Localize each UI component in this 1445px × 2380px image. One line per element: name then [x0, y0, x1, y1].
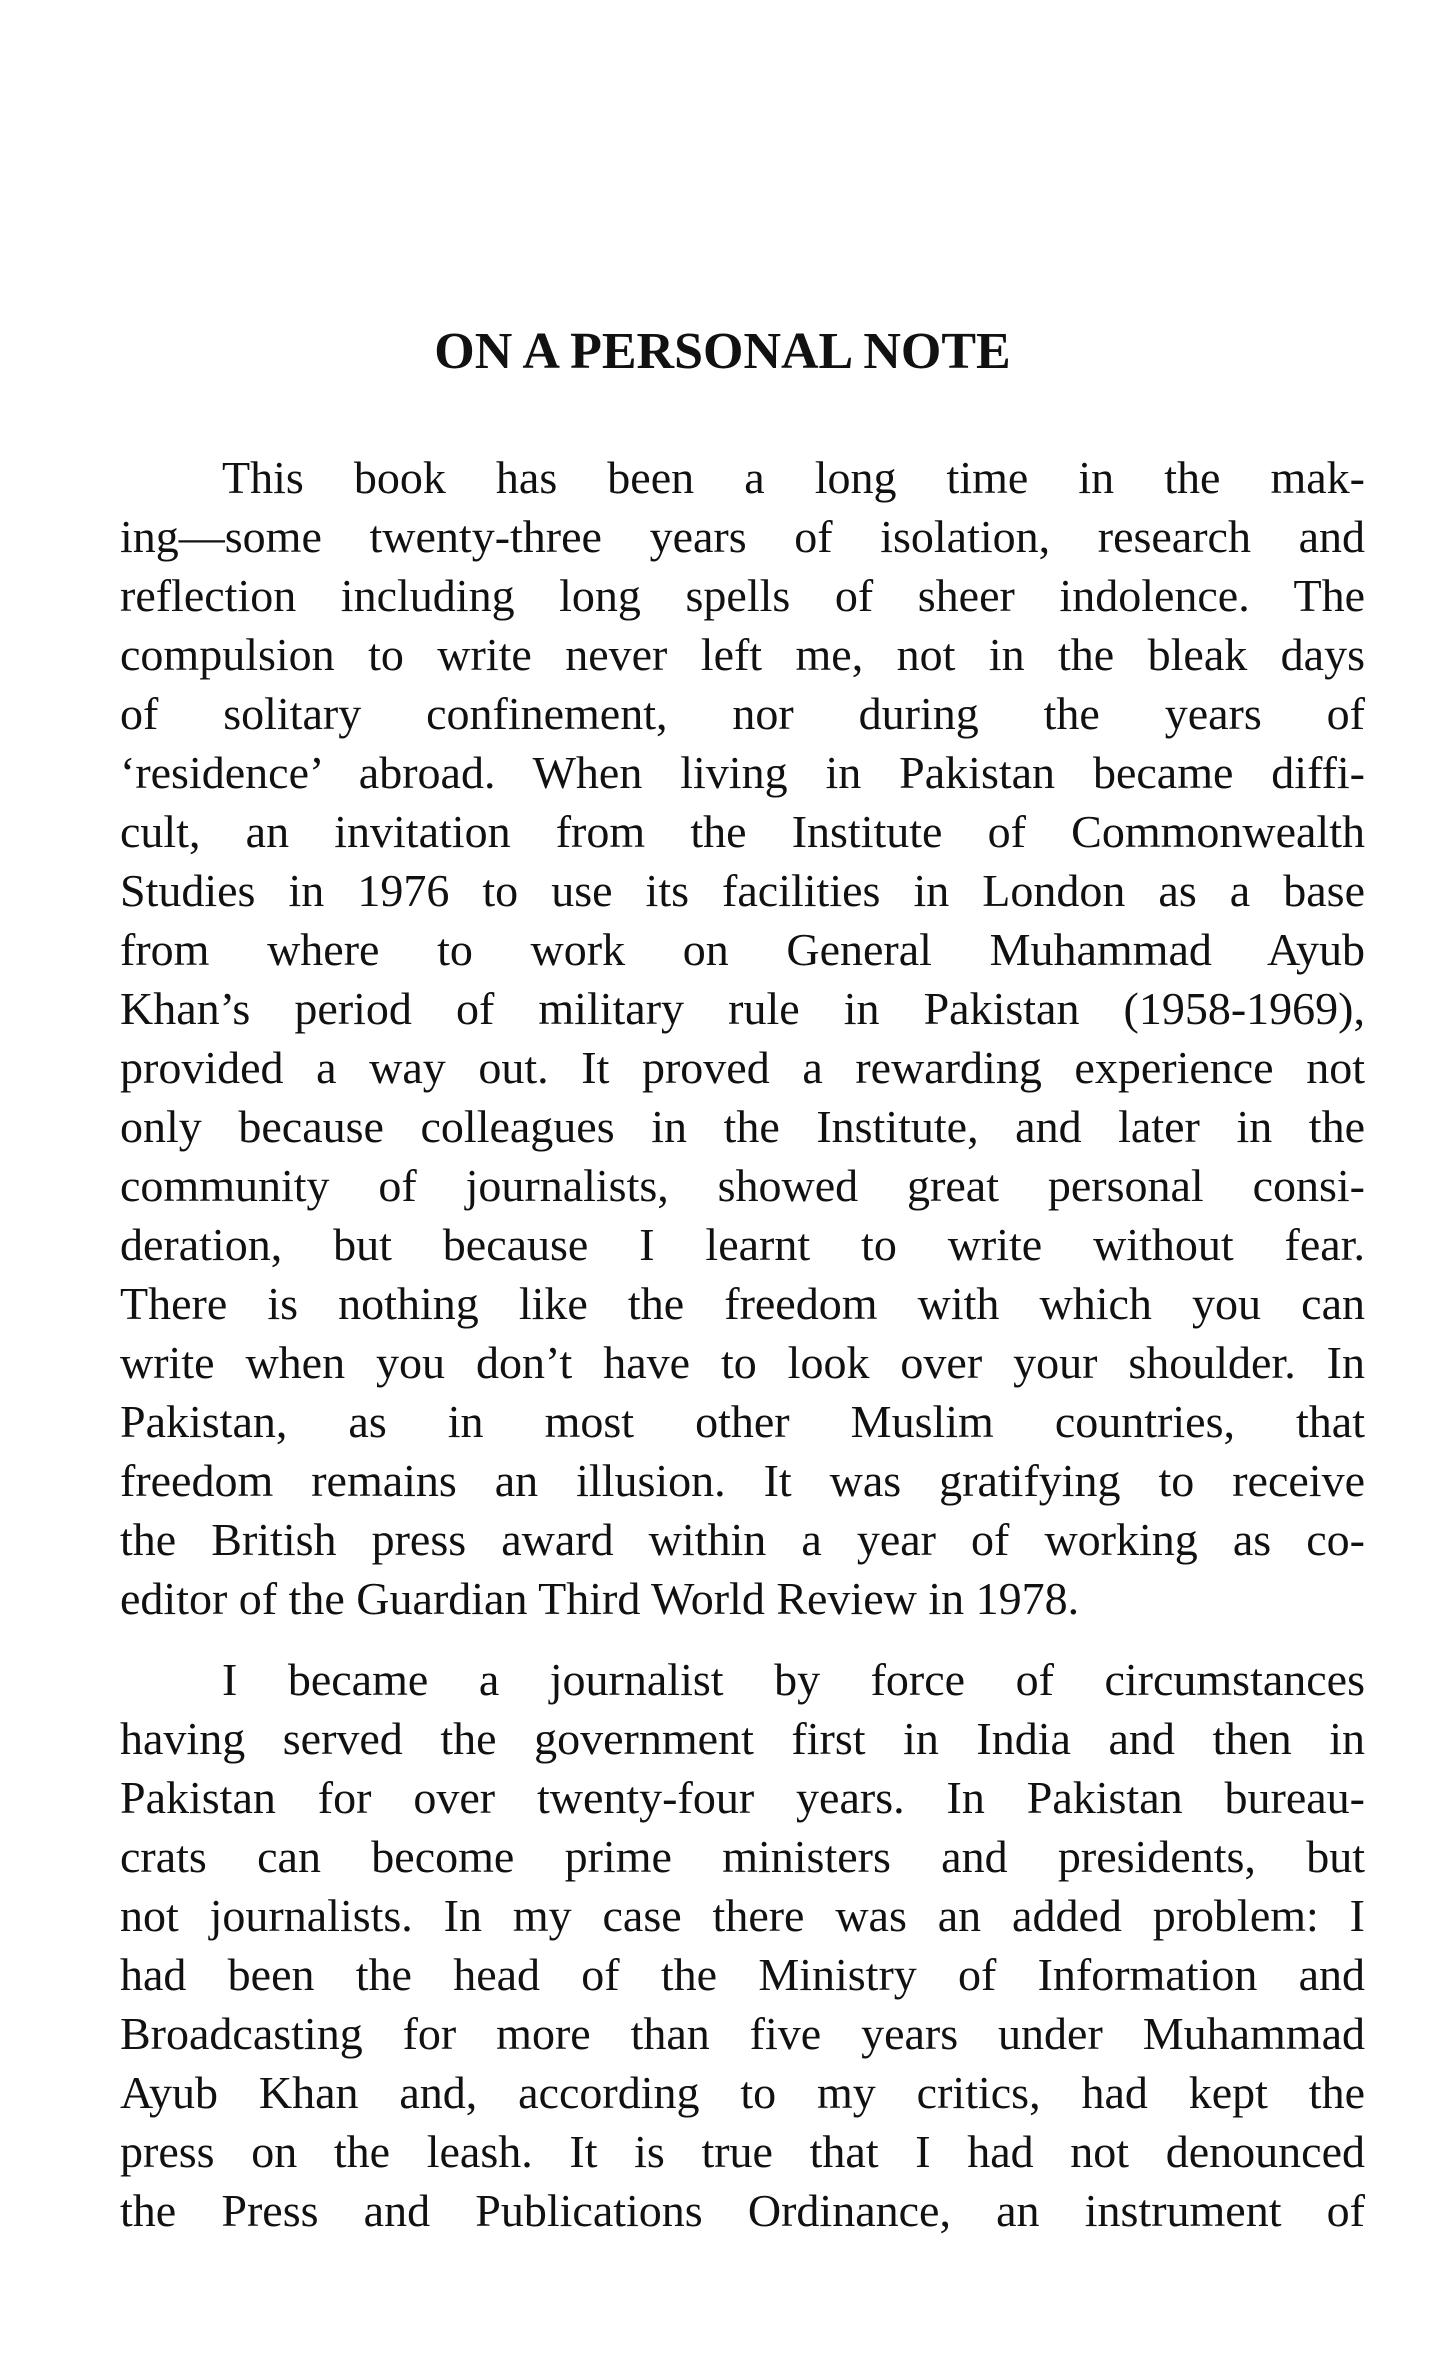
text-line: Broadcasting for more than five years under Muhammad	[120, 2008, 1365, 2059]
text-line: of solitary confinement, nor during the years of	[120, 688, 1365, 739]
text-line: ‘residence’ abroad. When living in Pakistan became diffi-	[120, 747, 1365, 798]
text-line: editor of the Guardian Third World Review in 1978.	[120, 1573, 1080, 1624]
text-line: not journalists. In my case there was an added problem: I	[120, 1890, 1365, 1941]
text-line: community of journalists, showed great personal consi-	[120, 1160, 1365, 1211]
body-text	[120, 448, 1365, 2240]
text-line: compulsion to write never left me, not in the bleak days	[120, 629, 1365, 680]
text-line: had been the head of the Ministry of Information and	[120, 1949, 1365, 2000]
text-line: the British press award within a year of working as co-	[120, 1514, 1365, 1565]
text-line: deration, but because I learnt to write without fear.	[120, 1219, 1365, 1270]
text-line: ing—some twenty-three years of isolation, research and	[120, 511, 1365, 562]
text-line: press on the leash. It is true that I had not denounced	[120, 2126, 1365, 2177]
text-line: the Press and Publications Ordinance, an instrument of	[120, 2185, 1365, 2236]
text-line: Ayub Khan and, according to my critics, had kept the	[120, 2067, 1365, 2118]
text-line: There is nothing like the freedom with which you can	[120, 1278, 1365, 1329]
text-line: having served the government first in India and then in	[120, 1713, 1365, 1764]
text-line: Studies in 1976 to use its facilities in London as a base	[120, 865, 1365, 916]
text-line: write when you don’t have to look over your shoulder. In	[120, 1337, 1365, 1388]
text-line: crats can become prime ministers and presidents, but	[120, 1831, 1365, 1882]
paragraph-2	[120, 1650, 1365, 2240]
text-line: I became a journalist by force of circumstances	[222, 1654, 1365, 1705]
text-line: Pakistan for over twenty-four years. In Pakistan bureau-	[120, 1772, 1365, 1823]
text-line: only because colleagues in the Institute, and later in the	[120, 1101, 1365, 1152]
paragraph-1	[120, 448, 1365, 1628]
text-line: cult, an invitation from the Institute of Commonwealth	[120, 806, 1365, 857]
text-line: from where to work on General Muhammad Ayub	[120, 924, 1365, 975]
text-line: reflection including long spells of sheer indolence. The	[120, 570, 1365, 621]
text-line: Khan’s period of military rule in Pakistan (1958-1969),	[120, 983, 1365, 1034]
text-line: freedom remains an illusion. It was gratifying to receive	[120, 1455, 1365, 1506]
page-title: ON A PERSONAL NOTE	[434, 323, 1011, 380]
text-line: Pakistan, as in most other Muslim countries, that	[120, 1396, 1365, 1447]
text-line: provided a way out. It proved a rewarding experience not	[120, 1042, 1365, 1093]
text-line: This book has been a long time in the mak-	[222, 452, 1365, 503]
